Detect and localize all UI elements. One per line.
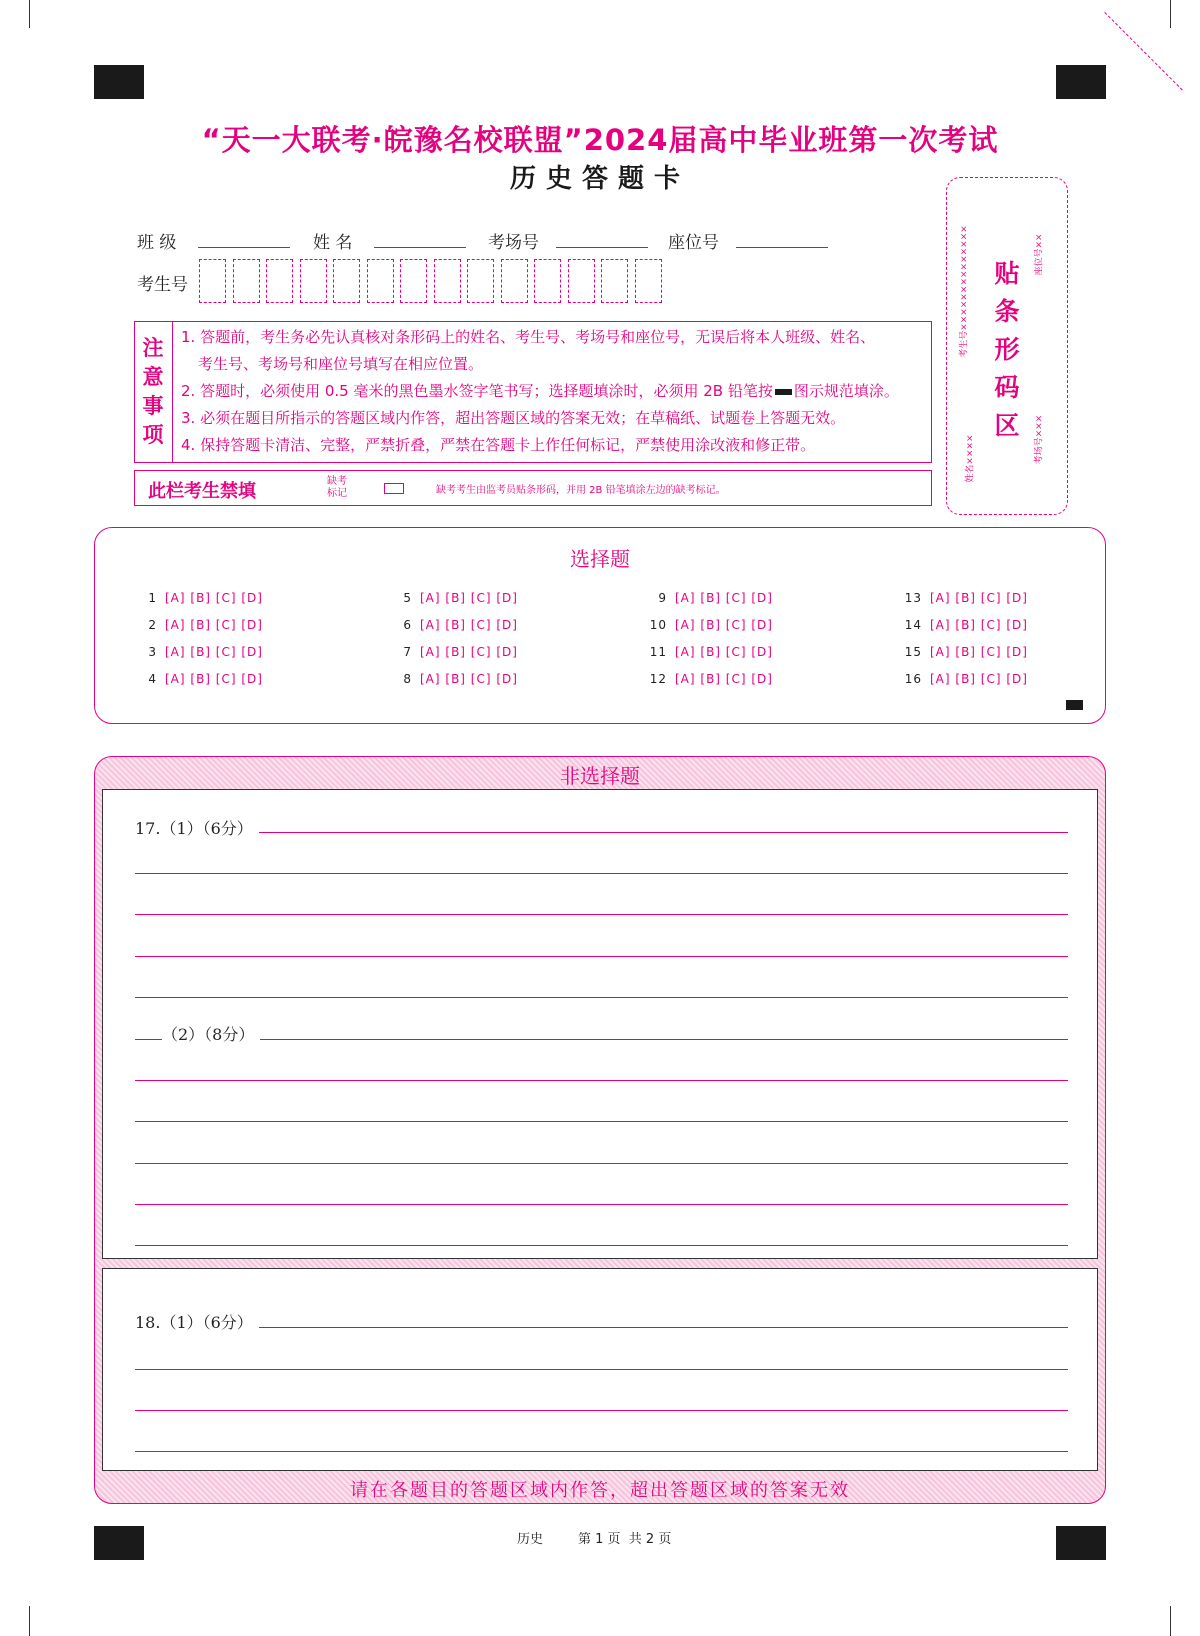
choice-options[interactable]: [A] [B] [C] [D] <box>675 645 773 659</box>
exam-number-digit-box[interactable] <box>233 259 260 303</box>
choice-question[interactable] <box>390 618 518 632</box>
answer-line[interactable] <box>135 1039 1068 1040</box>
crop-mark-bottom-left <box>0 1606 30 1636</box>
choice-question-number: 8 <box>403 672 412 686</box>
notice-heading-char: 注 <box>142 336 164 360</box>
choice-question-number: 14 <box>904 618 922 632</box>
answer-line[interactable] <box>135 1121 1068 1122</box>
forbidden-label: 此栏考生禁填 <box>148 481 256 502</box>
choice-options[interactable]: [A] [B] [C] [D] <box>675 591 773 605</box>
notice-item-2 <box>181 378 899 405</box>
exam-number-digit-box[interactable] <box>367 259 394 303</box>
choice-question-number: 5 <box>403 591 412 605</box>
notice-item-1: 1. 答题前，考生务必先认真核对条形码上的姓名、考生号、考场号和座位号，无误后将本人班级、姓名、 <box>181 328 876 346</box>
exam-number-digit-box[interactable] <box>467 259 494 303</box>
exam-number-label: 考生号 <box>137 275 188 295</box>
choice-options[interactable]: [A] [B] [C] [D] <box>930 645 1028 659</box>
barcode-room-side: 考场号××× <box>1034 414 1045 465</box>
exam-number-digit-box[interactable] <box>568 259 595 303</box>
answer-line[interactable] <box>135 997 1068 998</box>
exam-number-digit-box[interactable] <box>501 259 528 303</box>
barcode-seat-side: 座位号×× <box>1034 233 1045 276</box>
choice-question[interactable] <box>900 645 1028 659</box>
seat-label: 座位号 <box>668 233 719 253</box>
fill-example-icon <box>775 389 792 395</box>
absent-mark-label <box>327 476 347 500</box>
name-field[interactable] <box>374 228 466 248</box>
choice-question[interactable] <box>900 672 1028 686</box>
choice-question[interactable] <box>645 672 773 686</box>
choice-options[interactable]: [A] [B] [C] [D] <box>675 618 773 632</box>
absent-mark-box[interactable] <box>384 483 404 494</box>
choice-options[interactable]: [A] [B] [C] [D] <box>420 672 518 686</box>
choice-question-number: 12 <box>649 672 667 686</box>
choice-question[interactable] <box>135 618 263 632</box>
barcode-label-char: 贴 <box>994 259 1020 288</box>
answer-sheet-title: 历史答题卡 <box>509 164 690 194</box>
nonchoice-title: 非选择题 <box>560 764 640 788</box>
choice-options[interactable]: [A] [B] [C] [D] <box>930 591 1028 605</box>
alignment-mark-bottom-left <box>94 1526 144 1560</box>
answer-line[interactable] <box>135 1163 1068 1164</box>
notice-item-2-tail: 图示规范填涂。 <box>793 382 899 400</box>
crop-mark-top-right <box>1170 0 1200 28</box>
choice-options[interactable]: [A] [B] [C] [D] <box>420 591 518 605</box>
absent-mark-label-line: 缺考 <box>327 476 347 487</box>
exam-number-digit-box[interactable] <box>534 259 561 303</box>
choice-question[interactable] <box>135 645 263 659</box>
barcode-label <box>992 255 1022 445</box>
barcode-name-side: 姓名×××× <box>965 434 976 483</box>
q17-part2-label: （2）（8分） <box>162 1022 260 1045</box>
choice-options[interactable]: [A] [B] [C] [D] <box>165 672 263 686</box>
choice-question-number: 4 <box>148 672 157 686</box>
name-label: 姓 名 <box>313 233 353 253</box>
absent-mark-label-line: 标记 <box>327 488 347 499</box>
answer-line[interactable] <box>135 1410 1068 1411</box>
notice-item-3: 3. 必须在题目所指示的答题区域内作答，超出答题区域的答案无效；在草稿纸、试题卷上答题无效。 <box>181 409 846 427</box>
choice-question[interactable] <box>135 672 263 686</box>
exam-number-digit-box[interactable] <box>434 259 461 303</box>
exam-number-digit-box[interactable] <box>333 259 360 303</box>
answer-line[interactable] <box>135 1245 1068 1246</box>
q17-part1-label: 17.（1）（6分） <box>135 816 259 839</box>
choice-options[interactable]: [A] [B] [C] [D] <box>930 618 1028 632</box>
choice-options[interactable]: [A] [B] [C] [D] <box>930 672 1028 686</box>
barcode-exam-no-side: 考生号×××××××××××××× <box>959 225 970 358</box>
answer-line[interactable] <box>135 1369 1068 1370</box>
choice-question[interactable] <box>135 591 263 605</box>
answer-line[interactable] <box>135 832 1068 833</box>
choice-question-number: 13 <box>904 591 922 605</box>
choice-alignment-mark <box>1066 700 1083 710</box>
alignment-mark-top-right <box>1056 65 1106 99</box>
exam-number-digit-box[interactable] <box>199 259 226 303</box>
exam-number-digit-box[interactable] <box>400 259 427 303</box>
choice-question[interactable] <box>645 591 773 605</box>
choice-options[interactable]: [A] [B] [C] [D] <box>165 645 263 659</box>
footer-subject: 历史 <box>517 1532 544 1547</box>
choice-question-number: 6 <box>403 618 412 632</box>
choice-options[interactable]: [A] [B] [C] [D] <box>420 618 518 632</box>
exam-number-digit-box[interactable] <box>601 259 628 303</box>
notice-heading-char: 意 <box>142 365 164 389</box>
choice-question[interactable] <box>390 672 518 686</box>
answer-line[interactable] <box>135 1451 1068 1452</box>
barcode-label-char: 形 <box>994 335 1020 364</box>
absent-note: 缺考考生由监考员贴条形码，并用 2B 铅笔填涂左边的缺考标记。 <box>436 485 726 496</box>
choice-options[interactable]: [A] [B] [C] [D] <box>420 645 518 659</box>
barcode-label-char: 码 <box>994 373 1020 402</box>
choice-options[interactable]: [A] [B] [C] [D] <box>165 618 263 632</box>
footer-page: 第 1 页 共 2 页 <box>578 1532 672 1547</box>
choice-question-number: 16 <box>904 672 922 686</box>
exam-number-digit-box[interactable] <box>635 259 662 303</box>
choice-question-number: 10 <box>649 618 667 632</box>
choice-options[interactable]: [A] [B] [C] [D] <box>165 591 263 605</box>
notice-heading-char: 事 <box>142 394 164 418</box>
notice-heading-divider <box>172 321 173 463</box>
choice-question-number: 1 <box>148 591 157 605</box>
choice-question[interactable] <box>390 645 518 659</box>
class-field[interactable] <box>198 228 290 248</box>
crop-mark-bottom-right <box>1170 1606 1200 1636</box>
exam-title: “天一大联考·皖豫名校联盟”2024届高中毕业班第一次考试 <box>201 123 999 157</box>
choice-question-number: 15 <box>904 645 922 659</box>
choice-options[interactable]: [A] [B] [C] [D] <box>675 672 773 686</box>
q18-part1-label: 18.（1）（6分） <box>135 1310 259 1333</box>
barcode-label-char: 区 <box>994 411 1020 440</box>
exam-number-digit-box[interactable] <box>300 259 327 303</box>
choice-question[interactable] <box>390 591 518 605</box>
choice-question[interactable] <box>900 618 1028 632</box>
room-field[interactable] <box>556 228 648 248</box>
answer-line[interactable] <box>135 873 1068 874</box>
barcode-label-char: 条 <box>994 297 1020 326</box>
notice-heading <box>138 334 168 450</box>
notice-item-2-text: 2. 答题时，必须使用 0.5 毫米的黑色墨水签字笔书写；选择题填涂时，必须用 2B 铅笔按 <box>181 382 773 400</box>
class-label: 班 级 <box>137 233 177 253</box>
choice-question-number: 3 <box>148 645 157 659</box>
crop-mark-top-left <box>0 0 30 28</box>
choice-question-number: 2 <box>148 618 157 632</box>
answer-line[interactable] <box>135 1080 1068 1081</box>
choice-title: 选择题 <box>570 547 630 571</box>
room-label: 考场号 <box>488 233 539 253</box>
exam-number-digit-box[interactable] <box>266 259 293 303</box>
choice-question[interactable] <box>645 645 773 659</box>
footer-warning: 请在各题目的答题区域内作答，超出答题区域的答案无效 <box>350 1480 850 1501</box>
notice-heading-char: 项 <box>142 423 164 447</box>
choice-question-number: 7 <box>403 645 412 659</box>
answer-line[interactable] <box>135 1327 1068 1328</box>
seat-field[interactable] <box>736 228 828 248</box>
answer-line[interactable] <box>135 914 1068 915</box>
choice-question-number: 11 <box>649 645 667 659</box>
answer-line[interactable] <box>135 956 1068 957</box>
choice-question[interactable] <box>645 618 773 632</box>
alignment-mark-top-left <box>94 65 144 99</box>
answer-line[interactable] <box>135 1204 1068 1205</box>
notice-item-1-cont: 考生号、考场号和座位号填写在相应位置。 <box>198 355 484 373</box>
alignment-mark-bottom-right <box>1056 1526 1106 1560</box>
notice-item-4: 4. 保持答题卡清洁、完整，严禁折叠，严禁在答题卡上作任何标记，严禁使用涂改液和修正带。 <box>181 436 816 454</box>
choice-question[interactable] <box>900 591 1028 605</box>
choice-question-number: 9 <box>658 591 667 605</box>
